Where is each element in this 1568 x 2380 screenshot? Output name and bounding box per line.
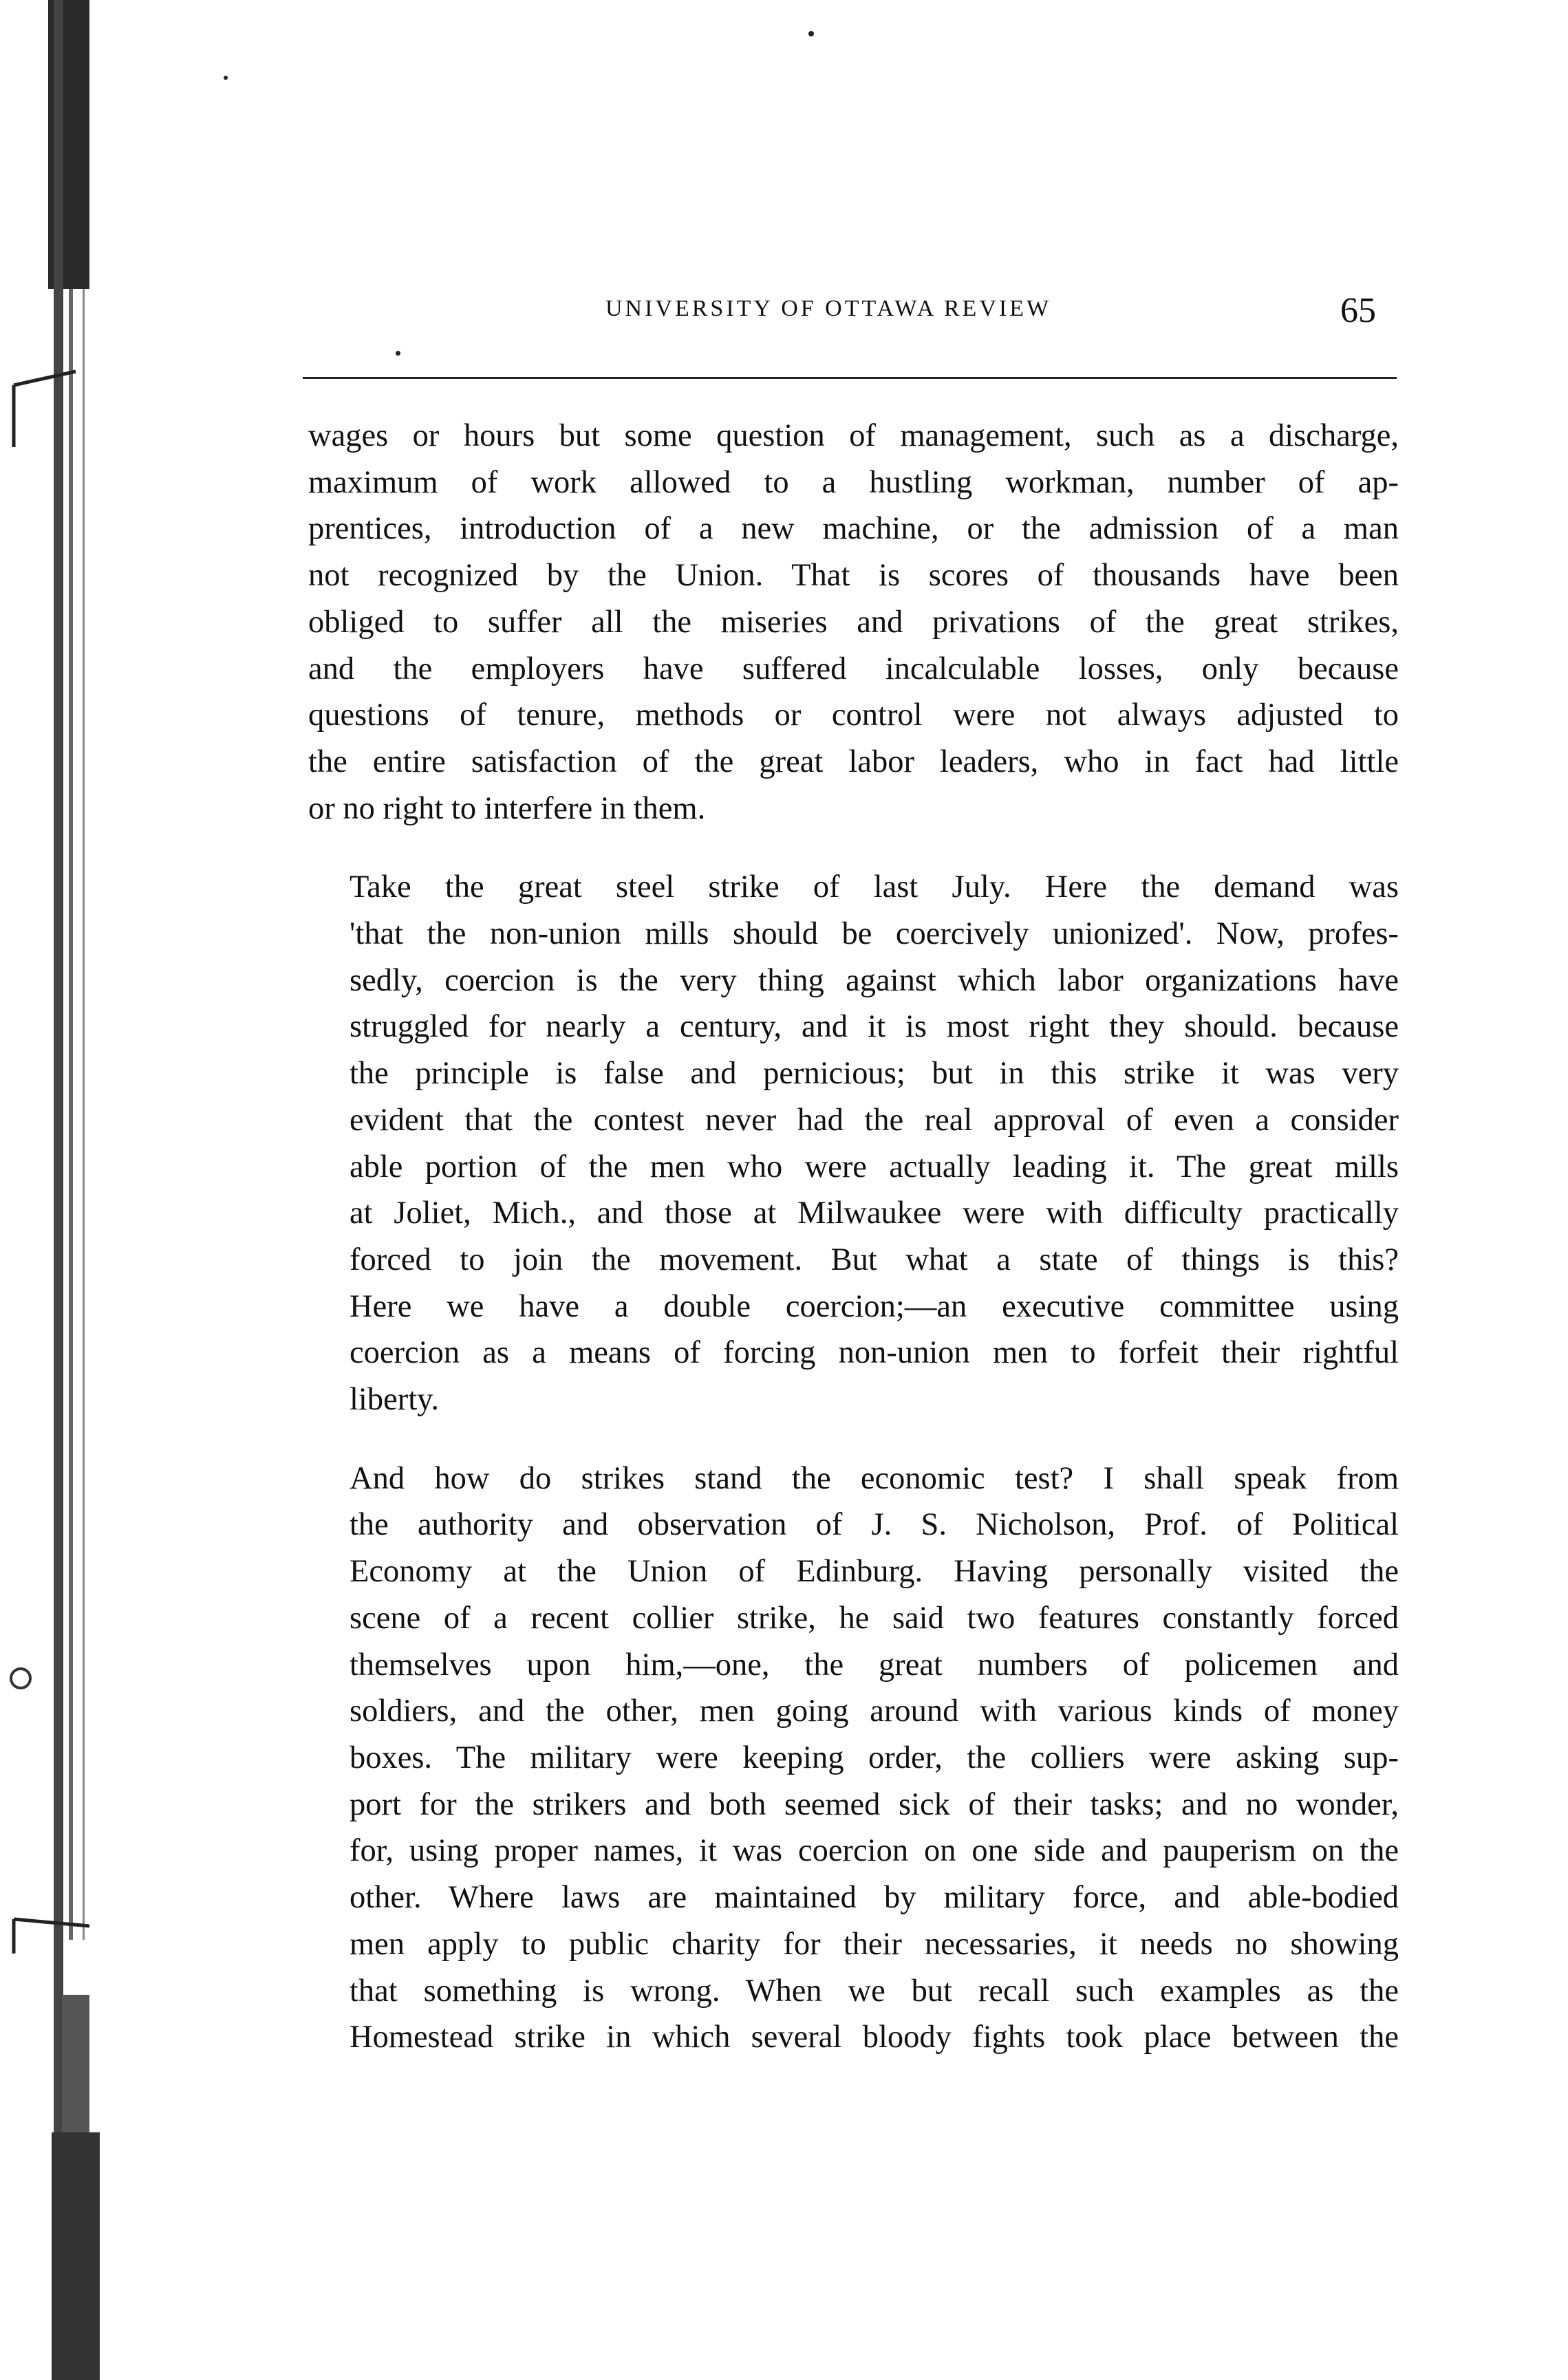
- text-line: 'that the non-union mills should be coercively unionized'. Now, profes-: [350, 916, 1399, 952]
- text-line: at Joliet, Mich., and those at Milwaukee were with difficulty practically: [350, 1196, 1399, 1231]
- text-line: other. Where laws are maintained by military force, and able-bodied: [350, 1880, 1399, 1916]
- paragraph-3: [308, 1456, 1399, 2061]
- text-line: Economy at the Union of Edinburg. Having personally visited the: [350, 1554, 1399, 1590]
- text-line: not recognized by the Union. That is scores of thousands have been: [308, 558, 1399, 594]
- text-line: Here we have a double coercion;—an executive committee using: [350, 1288, 1399, 1324]
- binding-edge-texture: [0, 0, 117, 2380]
- text-line: port for the strikers and both seemed sick of their tasks; and no wonder,: [350, 1786, 1399, 1822]
- text-line: boxes. The military were keeping order, the colliers were asking sup-: [350, 1740, 1399, 1775]
- text-line: able portion of the men who were actually leading it. The great mills: [350, 1149, 1399, 1184]
- paragraph-2: [308, 864, 1399, 1422]
- text-line: coercion as a means of forcing non-union men to forfeit their rightful: [350, 1335, 1399, 1371]
- text-line: soldiers, and the other, men going around with various kinds of money: [350, 1694, 1399, 1729]
- text-line: the entire satisfaction of the great labor leaders, who in fact had little: [308, 744, 1399, 779]
- header-rule: [303, 377, 1397, 379]
- text-line: or no right to interfere in them.: [308, 790, 706, 826]
- running-head: [303, 291, 1417, 337]
- text-line: struggled for nearly a century, and it is most right they should. because: [350, 1009, 1399, 1045]
- text-line: for, using proper names, it was coercion on one side and pauperism on the: [350, 1833, 1399, 1869]
- text-line: And how do strikes stand the economic test? I shall speak from: [350, 1460, 1399, 1496]
- body-text: [308, 413, 1399, 2061]
- text-line: liberty.: [350, 1382, 439, 1418]
- text-line: that something is wrong. When we but recall such examples as the: [350, 1973, 1399, 2009]
- text-line: prentices, introduction of a new machine, or the admission of a man: [308, 511, 1399, 547]
- document-page: [303, 0, 1417, 2380]
- text-line: questions of tenure, methods or control were not always adjusted to: [308, 697, 1399, 733]
- text-line: themselves upon him,—one, the great numbers of policemen and: [350, 1647, 1399, 1683]
- text-line: the authority and observation of J. S. Nicholson, Prof. of Political: [350, 1507, 1399, 1543]
- paragraph-1: [308, 413, 1399, 832]
- text-line: and the employers have suffered incalculable losses, only because: [308, 651, 1399, 686]
- scan-speck: [224, 76, 228, 80]
- text-line: scene of a recent collier strike, he said two features constantly forced: [350, 1600, 1399, 1636]
- text-line: Homestead strike in which several bloody fights took place between the: [350, 2020, 1399, 2055]
- text-line: men apply to public charity for their necessaries, it needs no showing: [350, 1926, 1399, 1962]
- text-line: wages or hours but some question of management, such as a discharge,: [308, 418, 1399, 453]
- scanned-binding-edge: [0, 0, 117, 2380]
- text-line: forced to join the movement. But what a state of things is this?: [350, 1242, 1399, 1277]
- page-number: 65: [1340, 291, 1376, 330]
- text-line: sedly, coercion is the very thing against which labor organizations have: [350, 962, 1399, 998]
- text-line: Take the great steel strike of last July. Here the demand was: [350, 869, 1399, 905]
- text-line: evident that the contest never had the real approval of even a consider: [350, 1102, 1399, 1138]
- text-line: obliged to suffer all the miseries and privations of the great strikes,: [308, 604, 1399, 640]
- running-title: UNIVERSITY OF OTTAWA REVIEW: [605, 296, 1052, 321]
- text-line: maximum of work allowed to a hustling workman, number of ap-: [308, 464, 1399, 500]
- text-line: the principle is false and pernicious; but in this strike it was very: [350, 1056, 1399, 1092]
